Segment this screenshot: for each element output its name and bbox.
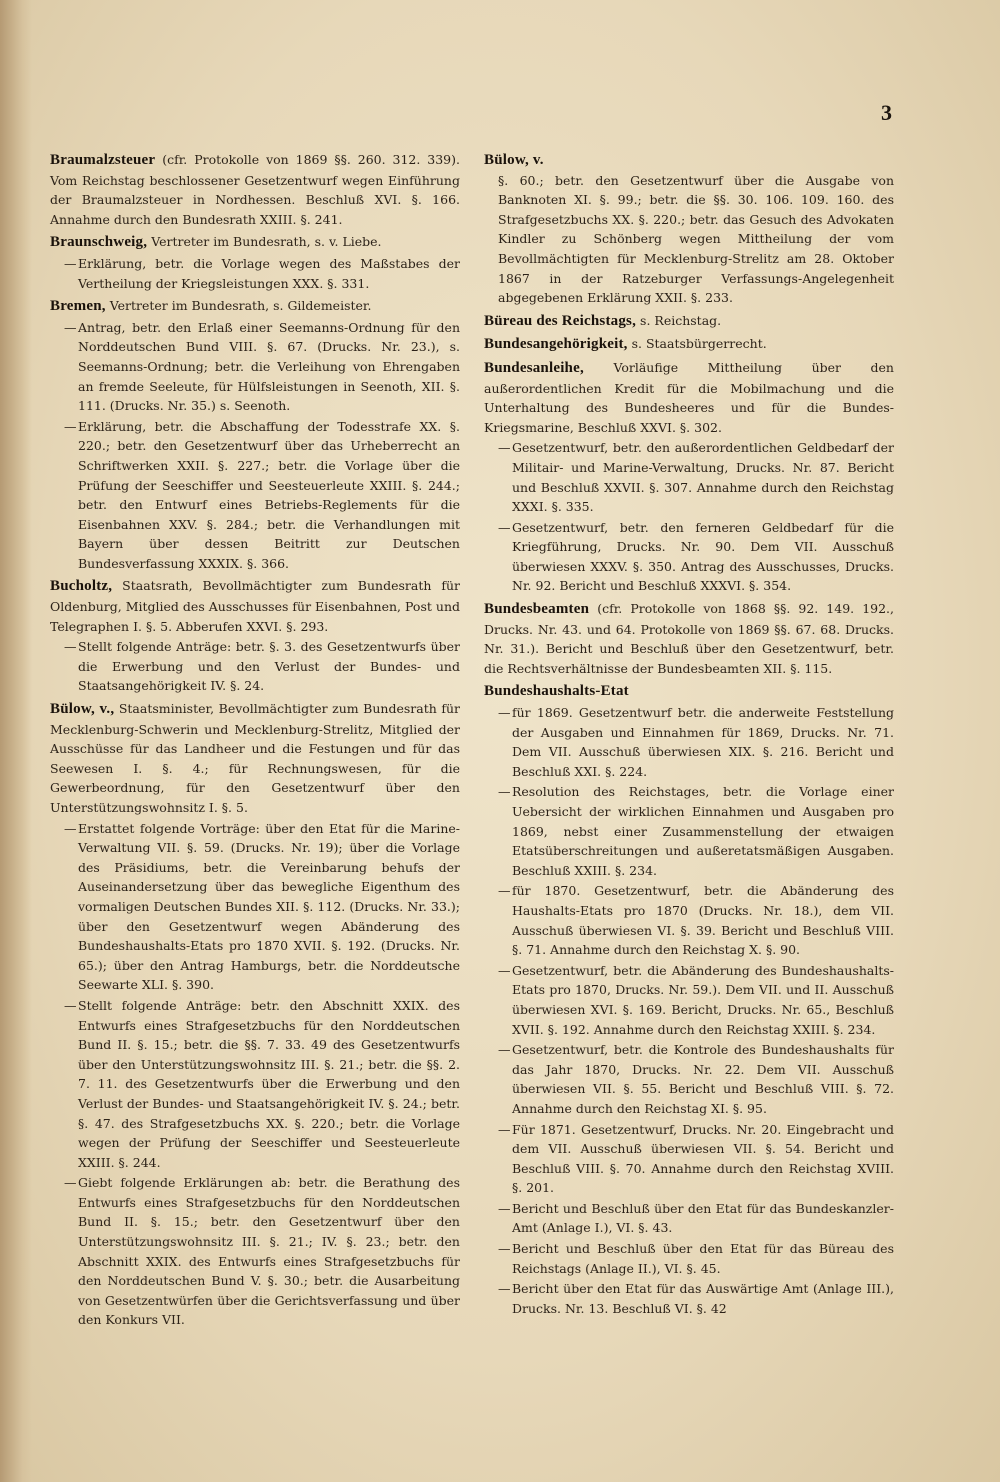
sub-entry: — Stellt folgende Anträge: betr. §. 3. des Gesetzentwurfs über die Erwerbung und den Verlust der Bundes- und Staatsangehörigkeit IV. §. 24.: [64, 639, 460, 694]
sub-entry: — Gesetzentwurf, betr. die Kontrole des Bundeshaushalts für das Jahr 1870, Drucks. Nr. 22. Dem VII. Ausschuß überwiesen VII. §. 55. Bericht und Beschluß VIII. §. 72. Annahme durch den Reichstag XI. §. 95.: [498, 1042, 894, 1116]
sub-entry: — Erklärung, betr. die Abschaffung der Todesstrafe XX. §. 220.; betr. den Gesetzentwurf über das Urheberrecht an Schriftwerken XXII. §. 227.; betr. die Vorlage über die Prüfung der Seeschiffer und Seesteuerleute XXIII. §. 244.; betr. den Entwurf eines Betriebs-Reglements für die Eisenbahnen XXV. §. 284.; betr. die Verhandlungen mit Bayern über dessen Beitritt zur Deutschen Bundesverfassung XXXIX. §. 366.: [64, 418, 460, 571]
entry-headword: Braumalzsteuer: [50, 152, 156, 168]
sub-entry: — Bericht über den Etat für das Auswärtige Amt (Anlage III.), Drucks. Nr. 13. Beschluß VI. §. 42: [498, 1281, 894, 1316]
entry-text: Staatsrath, Bevollmächtigter zum Bundesrath für Oldenburg, Mitglied des Ausschusses für Eisenbahnen, Post und Telegraphen I. §. 5. Abberufen XXVI. §. 293.: [50, 578, 460, 634]
entry-headword: Braunschweig,: [50, 234, 148, 251]
entry-headword: Bundesangehörigkeit,: [484, 336, 628, 353]
sub-entry: — Gesetzentwurf, betr. den außerordentlichen Geldbedarf der Militair- und Marine-Verwaltung, Drucks. Nr. 87. Bericht und Beschluß XXVII. §. 307. Annahme durch den Reichstag XXXI. §. 335.: [498, 440, 894, 515]
right-column: [484, 150, 894, 1321]
entry-text: (cfr. Protokolle von 1869 §§. 260. 312. 339). Vom Reichstag beschlossener Gesetzentwurf wegen Einführung der Braumalzsteuer in Nordhessen. Beschluß XVI. §. 166. Annahme durch den Bundesrath XXIII. §. 241.: [50, 152, 460, 227]
sub-entry: — Erklärung, betr. die Vorlage wegen des Maßstabes der Vertheilung der Kriegsleistungen XXX. §. 331.: [64, 255, 460, 291]
sub-entry: — Erstattet folgende Vorträge: über den Etat für die Marine-Verwaltung VII. §. 59. (Drucks. Nr. 19); über die Vorlage des Präsidiums, betr. die Vereinbarung behufs der Auseinandersetzung über das bewegliche Eigenthum des vormaligen Deutschen Bundes XII. §. 112. (Drucks. Nr. 33.); über den Gesetzentwurf wegen Abänderung des Bundeshaushalts-Etats pro 1870 XVII. §. 192. (Drucks. Nr. 65.); über den Antrag Hamburgs, betr. die Norddeutsche Seewarte XLI. §. 390.: [64, 820, 460, 993]
entry: [50, 232, 460, 293]
entry-text: (cfr. Protokolle von 1868 §§. 92. 149. 192., Drucks. Nr. 43. und 64. Protokolle von 1869 §§. 67. 68. Drucks. Nr. 31.). Bericht und Beschluß über den Gesetzentwurf, betr. die Rechtsverhältnisse der Bundesbeamten XII. §. 115.: [484, 601, 894, 676]
sub-entry: — Bericht und Beschluß über den Etat für das Büreau des Reichstags (Anlage II.), VI. §. 45.: [498, 1241, 894, 1276]
sub-entry: — Resolution des Reichstages, betr. die Vorlage einer Uebersicht der wirklichen Einnahmen und Ausgaben pro 1869, nebst einer Zusammenstellung der etwaigen Etatsüberschreitungen und außeretatsmäßigen Ausgaben. Beschluß XXIII. §. 234.: [498, 784, 894, 878]
entry-headword: Bülow, v.,: [50, 701, 115, 718]
entry-headword: Bundesanleihe,: [484, 359, 584, 376]
entry-text: s. Staatsbürgerrecht.: [631, 336, 767, 352]
entry-text: Vertreter im Bundesrath, s. v. Liebe.: [151, 234, 382, 250]
entry-text: Vorläufige Mittheilung über den außerordentlichen Kredit für die Mobilmachung und die Unterhaltung des Bundesheeres und für die Bundes-Kriegsmarine, Beschluß XXVI. §. 302.: [484, 359, 894, 435]
entry-headword: Büreau des Reichstags,: [484, 312, 637, 329]
entry-text: Staatsminister, Bevollmächtigter zum Bundesrath für Mecklenburg-Schwerin und Mecklenburg-Strelitz, Mitglied der Ausschüsse für das Landheer und die Festungen und für das Seewesen I. §. 4.; für Rechnungswesen, für die Gewerbeordnung, für den Gesetzentwurf über den Unterstützungswohnsitz I. §. 5.: [50, 701, 460, 815]
entry-text: Vertreter im Bundesrath, s. Gildemeister.: [109, 298, 372, 314]
left-column: [50, 150, 460, 1333]
entry: [484, 334, 894, 355]
sub-entry: — für 1869. Gesetzentwurf betr. die anderweite Feststellung der Ausgaben und Einnahmen für 1869, Drucks. Nr. 71. Dem VII. Ausschuß überwiesen XIX. §. 216. Bericht und Beschluß XXI. §. 224.: [498, 705, 894, 779]
entry: [484, 681, 894, 1318]
sub-entry: — Für 1871. Gesetzentwurf, Drucks. Nr. 20. Eingebracht und dem VII. Ausschuß überwiesen VII. §. 54. Bericht und Beschluß VIII. §. 70. Annahme durch den Reichstag XVIII. §. 201.: [498, 1121, 894, 1196]
sub-entry: — Gesetzentwurf, betr. die Abänderung des Bundeshaushalts-Etats pro 1870, Drucks. Nr. 59.). Dem VII. und II. Ausschuß überwiesen XVI. §. 169. Bericht, Drucks. Nr. 65., Beschluß XVII. §. 192. Annahme durch den Reichstag XXIII. §. 234.: [498, 962, 894, 1037]
sub-entry: — Bericht und Beschluß über den Etat für das Bundeskanzler-Amt (Anlage I.), VI. §. 43.: [498, 1200, 894, 1236]
sub-entry: — für 1870. Gesetzentwurf, betr. die Abänderung des Haushalts-Etats pro 1870 (Drucks. Nr. 18.), dem VII. Ausschuß überwiesen VI. §. 39. Bericht und Beschluß VIII. §. 71. Annahme durch den Reichstag X. §. 90.: [498, 883, 894, 958]
sub-entry: — Giebt folgende Erklärungen ab: betr. die Berathung des Entwurfs eines Strafgesetzbuchs für den Norddeutschen Bund II. §. 15.; betr. den Gesetzentwurf über den Unterstützungswohnsitz III. §. 21.; IV. §. 23.; betr. den Abschnitt XXIX. des Entwurfs eines Strafgesetzbuchs für den Norddeutschen Bund V. §. 30.; betr. die Ausarbeitung von Gesetzentwürfen über die Gerichtsverfassung und über den Konkurs VII.: [64, 1175, 460, 1328]
entry-text: s. Reichstag.: [640, 312, 722, 328]
entry-headword: Bundeshaushalts-Etat: [484, 683, 629, 700]
sub-entry: — Stellt folgende Anträge: betr. den Abschnitt XXIX. des Entwurfs eines Strafgesetzbuchs für den Norddeutschen Bund II. §. 15.; betr. die §§. 7. 33. 49 des Gesetzentwurfs über den Unterstützungswohnsitz III. §. 21.; betr. die §§. 2. 7. 11. des Gesetzentwurfs über die Erwerbung und den Verlust der Bundes- und Staatsangehörigkeit IV. §. 24.; betr. §. 47. des Strafgesetzbuchs XX. §. 220.; betr. die Vorlage wegen der Prüfung der Seeschiffer und Seesteuerleute XXIII. §. 244.: [64, 997, 460, 1170]
sub-entry: — Antrag, betr. den Erlaß einer Seemanns-Ordnung für den Norddeutschen Bund VIII. §. 67. (Drucks. Nr. 23.), s. Seemanns-Ordnung; betr. die Verleihung von Ehrengaben an fremde Seeleute, für Hülfsleistungen in Seenoth, XII. §. 111. (Drucks. Nr. 35.) s. Seenoth.: [64, 319, 460, 414]
entry-continuation: §. 60.; betr. den Gesetzentwurf über die Ausgabe von Banknoten XI. §. 99.; betr. die §§. 30. 106. 109. 160. des Strafgesetzbuchs XX. §. 220.; betr. das Gesuch des Advokaten Kindler zu Schönberg wegen Mittheilung der vom Bevollmächtigten für Mecklenburg-Strelitz am 28. Oktober 1867 in der Ratzeburger Verfassungs-Angelegenheit abgegebenen Erklärung XXII. §. 233.: [498, 172, 894, 306]
entry: [484, 311, 894, 332]
entry: [484, 599, 894, 678]
sub-entry: — Gesetzentwurf, betr. den ferneren Geldbedarf für die Kriegführung, Drucks. Nr. 90. Dem VII. Ausschuß überwiesen XXXV. §. 350. Antrag des Ausschusses, Drucks. Nr. 92. Bericht und Beschluß XXXVI. §. 354.: [498, 519, 894, 594]
entry-headword: Bundesbeamten: [484, 601, 590, 618]
entry-headword: Bremen,: [50, 298, 106, 315]
entry-headword: Bucholtz,: [50, 578, 113, 595]
page-edge-shadow: [0, 0, 32, 1482]
entry-headword: Bülow, v.: [484, 152, 544, 168]
page-number: 3: [881, 100, 892, 125]
entry: [484, 358, 894, 596]
entry: [50, 296, 460, 573]
entry: [484, 150, 894, 308]
entry: [50, 576, 460, 696]
entry: [50, 150, 460, 229]
entry: [50, 699, 460, 1330]
